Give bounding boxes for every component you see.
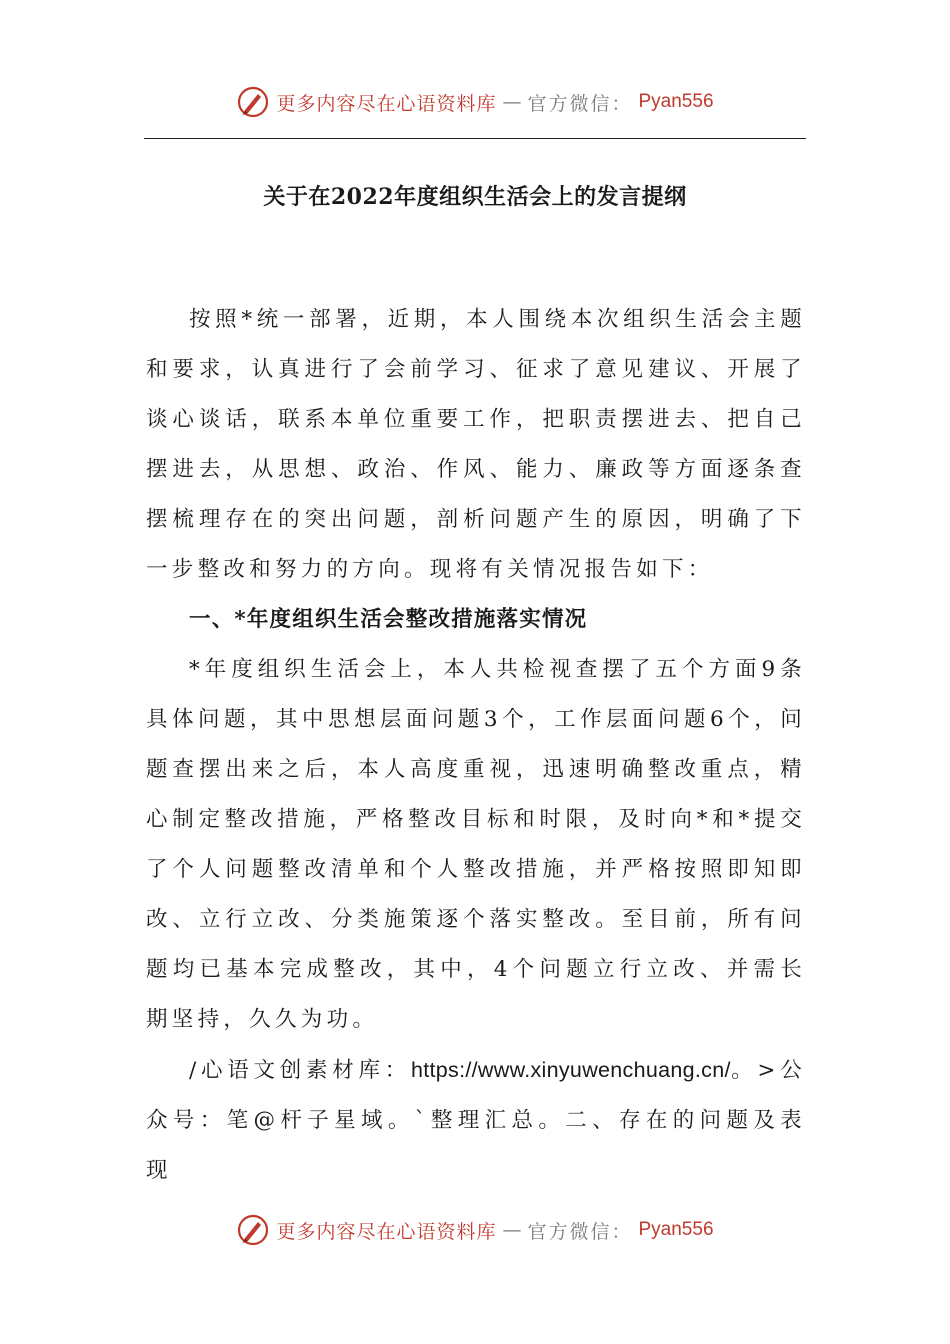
wechat-id: Pyan556 [638,91,714,112]
document-title: 关于在2022年度组织生活会上的发言提纲 [263,184,687,210]
footer-wechat-id: Pyan556 [638,1219,714,1240]
section-body-paragraph: *年度组织生活会上，本人共检视查摆了五个方面9条具体问题，其中思想层面问题3个，工作层面问题6个，问题查摆出来之后，本人高度重视，迅速明确整改重点，精心制定整改措施，严格整改目标和时限，及时向*和*提交了个人问题整改清单和个人整改措施，并严格按照即知即改、立行立改、分类施策逐个落实整改。至目前，所有问题均已基本完成整改，其中，4个问题立行立改、并需长期坚持，久久为功。 [146,657,806,1032]
pen-circle-logo-icon [236,1213,270,1247]
section-heading: 一、*年度组织生活会整改措施落实情况 [189,607,588,632]
footer-wechat-label: 官方微信： [527,1220,633,1243]
source-note-paragraph [146,1045,806,1196]
footer-banner-separator: — [502,1219,522,1241]
wechat-label: 官方微信： [527,92,633,115]
header-divider [144,138,806,139]
footer-banner [0,1208,950,1252]
banner-separator: — [502,91,522,113]
pen-circle-logo-icon [236,85,270,119]
header-banner [0,80,950,124]
footer-site-text: 更多内容尽在心语资料库 [276,1220,497,1243]
document-body [146,295,806,1196]
note-suffix: 。>公众号：笔@杆子星域。`整理汇总。二、存在的问题及表现 [146,1058,806,1183]
note-prefix: /心语文创素材库： [189,1058,411,1083]
site-text: 更多内容尽在心语资料库 [276,92,497,115]
source-url-link[interactable]: https://www.xinyuwenchuang.cn/ [411,1058,731,1082]
intro-paragraph: 按照*统一部署，近期，本人围绕本次组织生活会主题和要求，认真进行了会前学习、征求了意见建议、开展了谈心谈话，联系本单位重要工作，把职责摆进去、把自己摆进去，从思想、政治、作风、能力、廉政等方面逐条查摆梳理存在的突出问题，剖析问题产生的原因，明确了下一步整改和努力的方向。现将有关情况报告如下： [146,307,806,582]
